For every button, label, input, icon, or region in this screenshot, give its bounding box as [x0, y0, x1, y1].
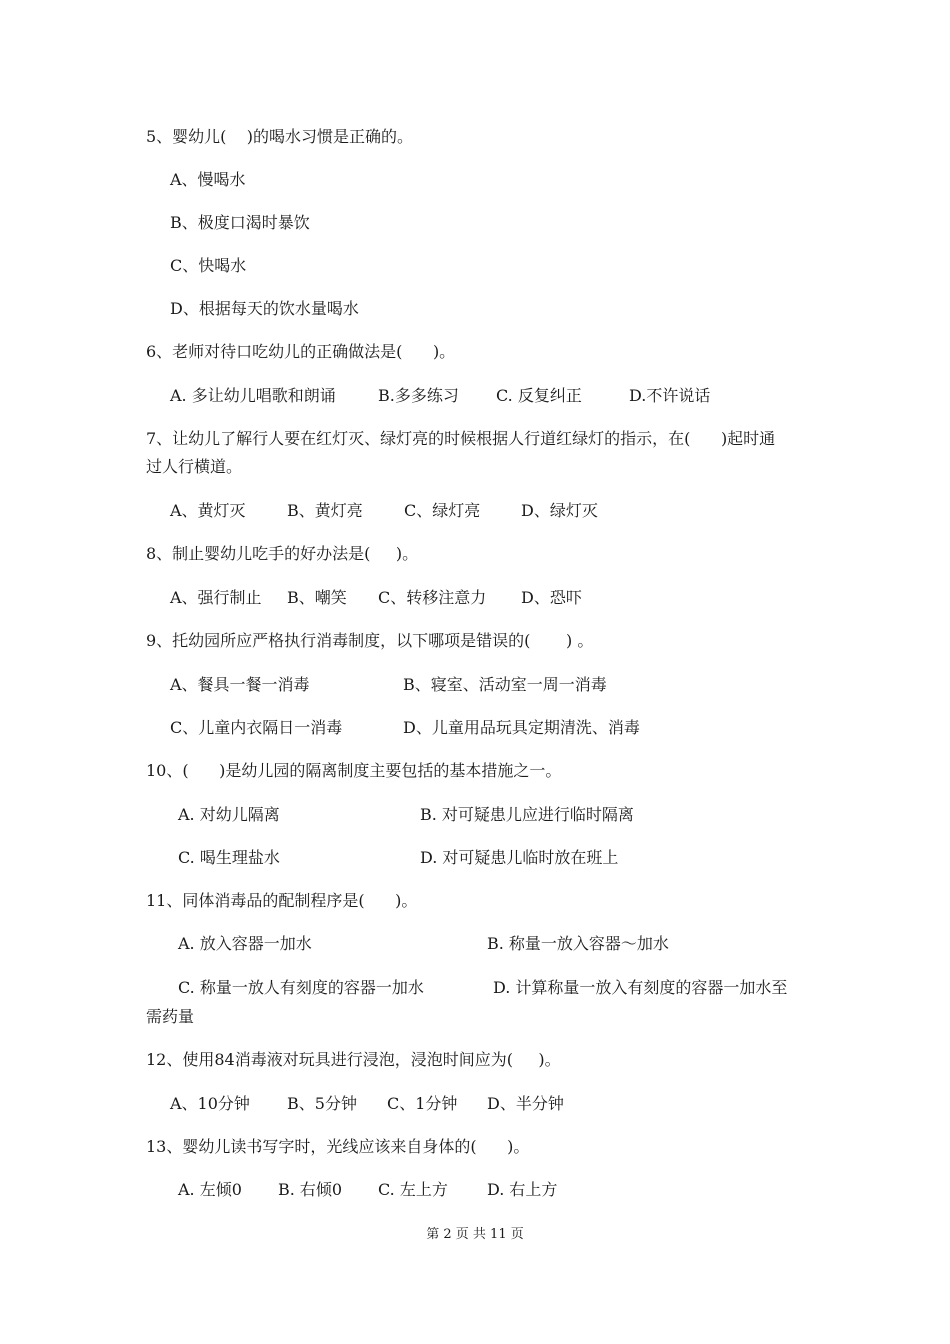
- question-stem: 5、婴幼儿( )的喝水习惯是正确的。: [146, 127, 414, 146]
- option: B.多多练习: [378, 386, 459, 405]
- option: D. 计算称量一放入有刻度的容器一加水至: [493, 978, 788, 997]
- option-continuation: 需药量: [146, 1007, 195, 1026]
- option: A、慢喝水: [170, 170, 246, 189]
- option: A、餐具一餐一消毒: [170, 675, 310, 694]
- page-footer: 第 2 页 共 11 页: [426, 1227, 524, 1242]
- option: B、寝室、活动室一周一消毒: [403, 675, 607, 694]
- question-stem: 10、( )是幼儿园的隔离制度主要包括的基本措施之一。: [146, 761, 562, 780]
- option: C. 左上方: [378, 1180, 448, 1199]
- option: D、恐吓: [521, 588, 582, 607]
- question-stem: 9、托幼园所应严格执行消毒制度，以下哪项是错误的( ) 。: [146, 631, 594, 650]
- option: D. 右上方: [487, 1180, 558, 1199]
- option: B. 右倾0: [278, 1180, 343, 1199]
- option: B、嘲笑: [287, 588, 347, 607]
- option: C. 喝生理盐水: [178, 848, 280, 867]
- option: A、黄灯灭: [170, 501, 246, 520]
- option: A、强行制止: [170, 588, 262, 607]
- question-stem: 6、老师对待口吃幼儿的正确做法是( )。: [146, 342, 456, 361]
- option: D. 对可疑患儿临时放在班上: [420, 848, 619, 867]
- question-stem: 11、同体消毒品的配制程序是( )。: [146, 891, 418, 910]
- question-stem: 13、婴幼儿读书写字时，光线应该来自身体的( )。: [146, 1137, 530, 1156]
- option: D、儿童用品玩具定期清洗、消毒: [403, 718, 640, 737]
- option: C、转移注意力: [378, 588, 487, 607]
- question-stem: 7、让幼儿了解行人要在红灯灭、绿灯亮的时候根据人行道红绿灯的指示，在( )起时通: [146, 429, 776, 448]
- option: D、半分钟: [487, 1094, 564, 1113]
- option: D、绿灯灭: [521, 501, 598, 520]
- option: B. 称量一放入容器～加水: [487, 934, 669, 953]
- option: A. 多让幼儿唱歌和朗诵: [170, 386, 336, 405]
- option: A. 对幼儿隔离: [178, 805, 280, 824]
- option: C、儿童内衣隔日一消毒: [170, 718, 343, 737]
- option: A. 左倾0: [178, 1180, 242, 1199]
- option: C. 反复纠正: [496, 386, 582, 405]
- option: C、绿灯亮: [404, 501, 481, 520]
- question-stem-continuation: 过人行横道。: [146, 457, 243, 476]
- option: B、黄灯亮: [287, 501, 363, 520]
- option: A、10分钟: [170, 1094, 250, 1113]
- question-stem: 12、使用84消毒液对玩具进行浸泡，浸泡时间应为( )。: [146, 1050, 561, 1069]
- option: B、5分钟: [287, 1094, 357, 1113]
- question-stem: 8、制止婴幼儿吃手的好办法是( )。: [146, 544, 419, 563]
- option: C. 称量一放人有刻度的容器一加水: [178, 978, 424, 997]
- option: A. 放入容器一加水: [178, 934, 312, 953]
- option: B、极度口渴时暴饮: [170, 213, 310, 232]
- option: B. 对可疑患儿应进行临时隔离: [420, 805, 634, 824]
- option: C、快喝水: [170, 256, 247, 275]
- option: C、1分钟: [387, 1094, 458, 1113]
- option: D、根据每天的饮水量喝水: [170, 299, 359, 318]
- option: D.不许说话: [629, 386, 711, 405]
